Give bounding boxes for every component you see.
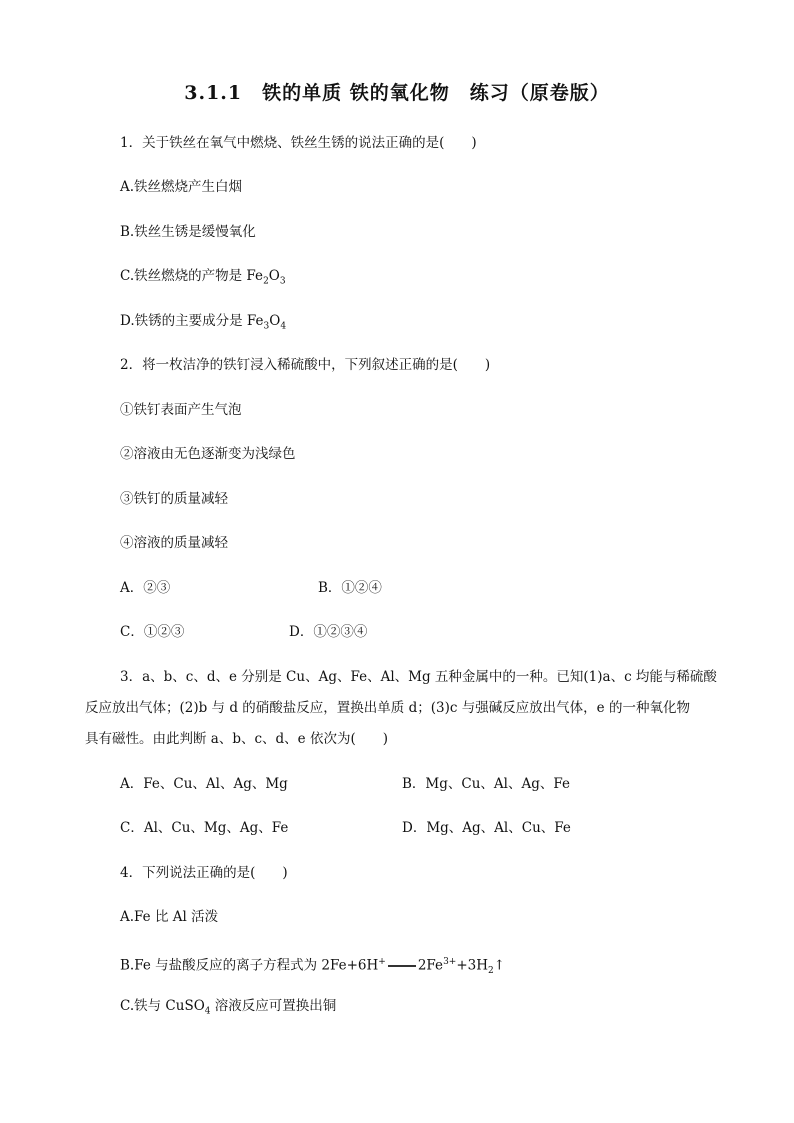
- option-text: O: [268, 268, 280, 284]
- question-3-stem-line-1: 3．a、b、c、d、e 分别是 Cu、Ag、Fe、Al、Mg 五种金属中的一种。已知(1)a、c 均能与稀硫酸: [120, 669, 717, 685]
- option-text: D.铁锈的主要成分是 Fe: [120, 313, 264, 329]
- superscript: +: [378, 957, 386, 967]
- option-text: C.铁丝燃烧的产物是 Fe: [120, 268, 264, 284]
- up-arrow-icon: ↑: [493, 957, 506, 974]
- question-2-option-d: D．①②③④: [289, 624, 368, 640]
- question-4-stem: 4．下列说法正确的是( ): [120, 865, 288, 881]
- option-text: 2Fe: [417, 957, 444, 974]
- subscript: 2: [263, 276, 269, 287]
- question-3-option-d: D．Mg、Ag、Al、Cu、Fe: [402, 820, 571, 836]
- question-1-option-c: [120, 267, 286, 291]
- option-text: C.铁与 CuSO: [120, 998, 205, 1014]
- question-2-option-b: B．①②④: [318, 580, 382, 596]
- subscript: 4: [280, 321, 287, 332]
- subscript: 3: [279, 276, 286, 287]
- question-4-option-a: A.Fe 比 Al 活泼: [120, 909, 219, 925]
- question-2-statement-1: ①铁钉表面产生气泡: [120, 402, 242, 418]
- question-1-option-b: B.铁丝生锈是缓慢氧化: [120, 224, 256, 240]
- option-text: O: [269, 313, 281, 329]
- question-4-option-c: [120, 997, 336, 1021]
- superscript: 3+: [443, 957, 457, 967]
- page-title: 3.1.1 铁的单质 铁的氧化物 练习（原卷版）: [184, 82, 610, 104]
- equals-sign-icon: [388, 965, 416, 967]
- question-2-stem: 2．将一枚洁净的铁钉浸入稀硫酸中，下列叙述正确的是( ): [120, 357, 491, 373]
- question-2-statement-3: ③铁钉的质量减轻: [120, 491, 228, 507]
- question-3-stem-line-2: 反应放出气体；(2)b 与 d 的硝酸盐反应，置换出单质 d；(3)c 与强碱反应放出气体，e 的一种氧化物: [85, 700, 690, 716]
- question-3-option-b: B．Mg、Cu、Al、Ag、Fe: [402, 776, 570, 792]
- question-2-statement-2: ②溶液由无色逐渐变为浅绿色: [120, 446, 296, 462]
- question-2-option-c: C．①②③: [120, 624, 185, 640]
- question-3-stem-line-3: 具有磁性。由此判断 a、b、c、d、e 依次为( ): [85, 731, 388, 747]
- question-1-stem: 1．关于铁丝在氧气中燃烧、铁丝生锈的说法正确的是( ): [120, 135, 477, 151]
- subscript: 3: [263, 321, 270, 332]
- subscript: 4: [204, 1006, 211, 1017]
- question-4-option-b: [120, 953, 505, 980]
- question-2-statement-4: ④溶液的质量减轻: [120, 535, 228, 551]
- option-text: 溶液反应可置换出铜: [210, 998, 337, 1014]
- option-text: B.Fe 与盐酸反应的离子方程式为 2Fe+6H: [120, 957, 379, 974]
- question-3-option-c: C．Al、Cu、Mg、Ag、Fe: [120, 820, 289, 836]
- question-1-option-d: [120, 312, 286, 336]
- question-1-option-a: A.铁丝燃烧产生白烟: [120, 179, 243, 195]
- question-3-option-a: A．Fe、Cu、Al、Ag、Mg: [120, 776, 288, 792]
- question-2-option-a: A．②③: [120, 580, 171, 596]
- subscript: 2: [488, 966, 494, 977]
- option-text: +3H: [456, 957, 489, 974]
